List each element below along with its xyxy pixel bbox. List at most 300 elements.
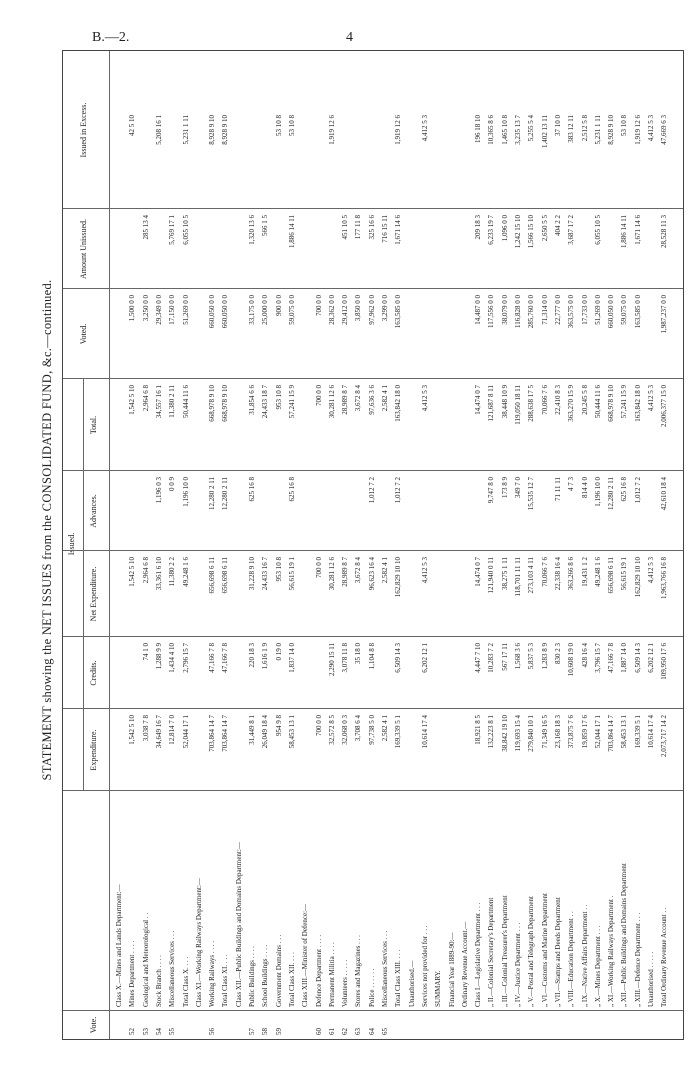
row-description: „ V.—Postal and Telegraph Department [527, 896, 536, 1007]
net-expenditure-header: Net Expenditure. [89, 566, 98, 622]
amount-cell: 1,104 8 8 [367, 643, 376, 670]
vote-number: 54 [154, 1028, 163, 1035]
amount-cell: 660,050 0 0 [607, 295, 616, 329]
row-description: Permanent Militia . . . . [327, 942, 336, 1007]
amount-cell: 700 0 0 [314, 557, 323, 578]
statement-table [62, 50, 684, 1040]
amount-cell: 220 18 3 [248, 643, 256, 668]
credits-header: Credits. [89, 660, 98, 686]
amount-cell: 116,828 0 0 [514, 295, 522, 328]
row-description: Total Class X. . . . [181, 956, 190, 1007]
amount-cell: 363,270 15 9 [567, 385, 576, 422]
amount-cell: 451 10 5 [341, 215, 350, 240]
amount-cell: 22,410 8 3 [553, 385, 562, 415]
amount-cell: 18,921 8 5 [474, 715, 483, 745]
amount-cell: 1,012 7 2 [633, 477, 642, 504]
amount-cell: 6,055 10 5 [593, 215, 602, 245]
amount-unissued-header: Amount Unissued. [79, 219, 88, 279]
issued-in-excess-header: Issued in Excess. [79, 102, 88, 158]
amount-cell: 668,978 9 10 [221, 385, 230, 422]
amount-cell: 3,299 0 0 [381, 295, 389, 322]
amount-cell: 703,864 14 7 [607, 715, 616, 752]
amount-cell: 1,320 13 6 [248, 215, 256, 245]
amount-cell: 118,701 11 11 [514, 557, 522, 597]
row-description: „ III.—Colonial Treasurer's Department [500, 895, 509, 1007]
amount-cell: 121,687 8 11 [487, 385, 496, 422]
amount-cell: 4,412 5 3 [647, 385, 655, 412]
amount-cell: 15,535 12 7 [527, 477, 536, 511]
row-description: Class I.—Legislative Department . . . [474, 902, 483, 1007]
amount-cell: 4,412 5 3 [647, 557, 655, 584]
row-description: Unauthorised.— [407, 960, 416, 1007]
amount-cell: 19,431 1 2 [580, 557, 589, 587]
amount-cell: 26,049 18 4 [261, 715, 270, 749]
amount-cell: 373,875 7 6 [567, 715, 576, 749]
amount-cell: 70,066 7 6 [540, 557, 549, 587]
amount-cell: 29,412 0 0 [341, 295, 350, 325]
vote-number: 65 [381, 1028, 389, 1035]
amount-cell: 1,837 14 0 [287, 643, 296, 673]
row-description: School Buildings . . . . [261, 944, 270, 1007]
amount-cell: 1,402 13 11 [540, 115, 549, 148]
amount-cell: 953 10 8 [274, 385, 283, 410]
row-description: Total Class XII. . . . [287, 952, 296, 1007]
amount-cell: 1,196 0 3 [154, 477, 163, 504]
row-description: Total Ordinary Revenue Account . . [660, 907, 669, 1007]
amount-cell: 4,412 5 3 [647, 115, 655, 142]
amount-cell: 10,614 17 4 [647, 715, 655, 749]
amount-cell: 169,339 5 1 [633, 715, 642, 749]
amount-cell: 6,233 19 7 [487, 215, 496, 245]
amount-cell: 38,842 19 10 [500, 715, 509, 752]
amount-cell: 11,380 2 2 [168, 557, 177, 587]
rotated-table-page [40, 50, 690, 1040]
amount-cell: 42,610 18 4 [660, 477, 669, 511]
amount-cell: 1,465 10 8 [500, 115, 509, 145]
amount-cell: 12,280 2 11 [208, 477, 217, 510]
amount-cell: 50,444 11 6 [181, 385, 190, 418]
amount-cell: 1,568 3 6 [514, 643, 522, 670]
amount-cell: 1,500 0 0 [128, 295, 137, 322]
row-description: Geological and Meteorological . . [141, 912, 150, 1007]
amount-cell: 22,777 0 0 [553, 295, 562, 325]
amount-cell: 656,698 6 11 [208, 557, 217, 594]
amount-cell: 1,887 14 0 [620, 643, 629, 673]
amount-cell: 23,168 18 3 [553, 715, 562, 749]
amount-cell: 625 16 8 [248, 477, 256, 502]
amount-cell: 97,962 0 0 [367, 295, 376, 325]
row-description: Services not provided for . . . [420, 925, 429, 1007]
amount-cell: 121,940 0 11 [487, 557, 496, 594]
amount-cell: 1,919 12 6 [327, 115, 336, 145]
amount-cell: 119,693 15 4 [514, 715, 522, 752]
amount-cell: 31,854 6 6 [248, 385, 256, 415]
amount-cell: 5,837 5 3 [527, 643, 536, 670]
amount-cell: 3,850 0 0 [354, 295, 363, 322]
row-description: „ XII.—Public Buildings and Domains Department [620, 863, 629, 1007]
amount-cell: 14,474 0 7 [474, 385, 483, 415]
amount-cell: 109,950 17 6 [660, 643, 669, 680]
amount-cell: 2,290 15 11 [327, 643, 336, 676]
amount-cell: 3,038 7 8 [141, 715, 150, 742]
amount-cell: 5,769 17 1 [168, 215, 177, 245]
vote-number: 59 [274, 1028, 283, 1035]
row-description: Miscellaneous Services . . . [168, 930, 177, 1007]
amount-cell: 97,636 3 6 [367, 385, 376, 415]
amount-cell: 2,512 5 8 [580, 115, 589, 142]
row-description: „ VI.—Customs and Marine Department [540, 893, 549, 1007]
amount-cell: 47,166 7 8 [221, 643, 230, 673]
amount-cell: 50,444 11 6 [593, 385, 602, 418]
row-description: Government Domains . . . [274, 934, 283, 1007]
amount-cell: 34,557 16 1 [154, 385, 163, 419]
amount-cell: 4,447 7 10 [474, 643, 483, 673]
row-description: Stock Branch . . . . [154, 955, 163, 1007]
amount-cell: 119,050 18 11 [514, 385, 522, 425]
advances-header: Advances. [89, 494, 98, 528]
amount-cell: 6,202 12 1 [420, 643, 429, 673]
amount-cell: 383 12 11 [567, 115, 576, 143]
row-description: „ IV.—Justice Department . . . [514, 922, 522, 1007]
vote-number: 57 [248, 1028, 256, 1035]
amount-cell: 58,453 13 1 [287, 715, 296, 749]
total-header: Total. [89, 415, 98, 435]
amount-cell: 10,614 17 4 [420, 715, 429, 749]
amount-cell: 1,987,237 0 0 [660, 295, 669, 334]
amount-cell: 6,055 10 5 [181, 215, 190, 245]
amount-cell: 6,202 12 1 [647, 643, 655, 673]
amount-cell: 59,075 0 0 [287, 295, 296, 325]
amount-cell: 1,012 7 2 [367, 477, 376, 504]
row-description: Mines Department . . . . [128, 940, 137, 1007]
amount-cell: 1,671 14 6 [633, 215, 642, 245]
amount-cell: 1,096 0 0 [500, 215, 509, 242]
amount-cell: 2,006,377 15 0 [660, 385, 669, 427]
amount-cell: 2,582 4 1 [381, 385, 389, 412]
amount-cell: 288,638 17 5 [527, 385, 536, 422]
amount-cell: 830 2 3 [553, 643, 562, 664]
amount-cell: 4,412 5 3 [420, 557, 429, 584]
amount-cell: 57,241 15 9 [287, 385, 296, 419]
amount-cell: 0 0 9 [168, 477, 177, 491]
issued-header: Issued. [67, 532, 76, 556]
amount-cell: 1,434 4 10 [168, 643, 177, 673]
amount-cell: 11,380 2 11 [168, 385, 177, 418]
amount-cell: 8,928 9 10 [607, 115, 616, 145]
amount-cell: 656,698 6 11 [607, 557, 616, 594]
amount-cell: 273,103 4 11 [527, 557, 536, 594]
amount-cell: 10,283 7 2 [487, 643, 496, 673]
amount-cell: 56,615 19 1 [287, 557, 296, 591]
amount-cell: 3,672 8 4 [354, 385, 363, 412]
amount-cell: 625 16 8 [287, 477, 296, 502]
amount-cell: 14,487 0 0 [474, 295, 483, 325]
row-description: Working Railways . . . . [208, 940, 217, 1007]
row-description: „ X.—Mines Department . . . [593, 925, 602, 1007]
amount-cell: 59,075 0 0 [620, 295, 629, 325]
amount-cell: 163,842 18 0 [633, 385, 642, 422]
amount-cell: 71,349 16 5 [540, 715, 549, 749]
vote-number: 58 [261, 1028, 270, 1035]
amount-cell: 163,842 18 0 [394, 385, 403, 422]
amount-cell: 1,283 8 9 [540, 643, 549, 670]
amount-cell: 625 16 8 [620, 477, 629, 502]
amount-cell: 1,886 14 11 [287, 215, 296, 248]
amount-cell: 1,566 15 10 [527, 215, 536, 249]
amount-cell: 656,698 6 11 [221, 557, 230, 594]
amount-cell: 1,196 10 0 [181, 477, 190, 507]
row-description: Stores and Magazines . . . [354, 935, 363, 1007]
row-description: Volunteers . . . . . [341, 959, 350, 1007]
amount-cell: 47,166 7 8 [607, 643, 616, 673]
amount-cell: 32,572 8 5 [327, 715, 336, 745]
amount-cell: 132,223 8 1 [487, 715, 496, 749]
amount-cell: 953 10 8 [274, 557, 283, 582]
amount-cell: 1,196 10 0 [593, 477, 602, 507]
amount-cell: 28,989 8 7 [341, 557, 350, 587]
amount-cell: 700 0 0 [314, 385, 323, 406]
amount-cell: 42 5 10 [128, 115, 137, 136]
amount-cell: 814 4 0 [580, 477, 589, 498]
amount-cell: 285 13 4 [141, 215, 150, 240]
amount-cell: 900 0 0 [274, 295, 283, 316]
amount-cell: 3,078 11 8 [341, 643, 350, 673]
amount-cell: 74 1 0 [141, 643, 150, 661]
amount-cell: 38,079 0 0 [500, 295, 509, 325]
amount-cell: 566 1 5 [261, 215, 270, 236]
amount-cell: 363,575 0 0 [567, 295, 576, 329]
vote-number: 53 [141, 1028, 150, 1035]
row-description: Miscellaneous Services . . . [381, 930, 389, 1007]
amount-cell: 177 11 8 [354, 215, 363, 240]
amount-cell: 56,615 19 1 [620, 557, 629, 591]
row-description: Total Class XI. . . . [221, 954, 230, 1007]
amount-cell: 1,919 12 6 [633, 115, 642, 145]
amount-cell: 52,044 17 1 [181, 715, 190, 749]
amount-cell: 33,361 6 10 [154, 557, 163, 591]
amount-cell: 1,012 7 2 [394, 477, 403, 504]
row-description: „ XI.—Working Railways Department . [607, 895, 616, 1007]
row-description: Class X.—Mines and Lands Department:— [115, 884, 123, 1007]
amount-cell: 4,412 5 3 [420, 385, 429, 412]
amount-cell: 2,796 15 7 [181, 643, 190, 673]
amount-cell: 1,242 15 10 [514, 215, 522, 249]
amount-cell: 162,829 10 10 [633, 557, 642, 598]
amount-cell: 52,044 17 1 [593, 715, 602, 749]
amount-cell: 49,248 1 6 [181, 557, 190, 587]
amount-cell: 716 15 11 [381, 215, 389, 243]
amount-cell: 700 0 0 [314, 715, 323, 736]
vote-number: 61 [327, 1028, 336, 1035]
amount-cell: 1,963,766 16 8 [660, 557, 669, 599]
row-description: SUMMARY. [434, 970, 443, 1007]
amount-cell: 6,509 14 3 [633, 643, 642, 673]
amount-cell: 24,433 16 7 [261, 557, 270, 591]
row-description: Total Class XIII. . . . [394, 949, 403, 1007]
amount-cell: 6,509 14 3 [394, 643, 403, 673]
row-description: „ VII.—Stamps and Deeds Department [553, 897, 562, 1007]
amount-cell: 163,585 0 0 [633, 295, 642, 329]
amount-cell: 363,266 8 6 [567, 557, 576, 591]
row-description: Class XIII.—Minister of Defence:— [301, 903, 310, 1007]
amount-cell: 1,919 12 6 [394, 115, 403, 145]
amount-cell: 5,208 16 1 [154, 115, 163, 145]
amount-cell: 31,228 9 10 [248, 557, 256, 591]
amount-cell: 51,269 0 0 [593, 295, 602, 325]
statement-title: STATEMENT showing the NET ISSUES from the CONSOLIDATED FUND, &c.—continued. [40, 279, 54, 781]
amount-cell: 47,166 7 8 [208, 643, 217, 673]
amount-cell: 5,255 5 4 [527, 115, 536, 142]
amount-cell: 31,449 8 1 [248, 715, 256, 745]
amount-cell: 325 16 6 [367, 215, 376, 240]
amount-cell: 3,250 0 0 [141, 295, 150, 322]
amount-cell: 2,964 6 8 [141, 385, 150, 412]
voted-header: Voted. [79, 323, 88, 345]
vote-number: 60 [314, 1028, 323, 1035]
amount-cell: 1,542 5 10 [128, 385, 137, 415]
amount-cell: 28,528 11 3 [660, 215, 669, 248]
amount-cell: 700 0 0 [314, 295, 323, 316]
amount-cell: 1,288 9 9 [154, 643, 163, 670]
amount-cell: 37 10 0 [553, 115, 562, 136]
amount-cell: 38,448 10 9 [500, 385, 509, 419]
amount-cell: 97,738 5 0 [367, 715, 376, 745]
amount-cell: 30,281 12 6 [327, 557, 336, 591]
amount-cell: 28,989 8 7 [341, 385, 350, 415]
row-description: „ XIII.—Defence Department . . . [633, 912, 642, 1007]
amount-cell: 30,281 12 6 [327, 385, 336, 419]
amount-cell: 2,964 6 8 [141, 557, 150, 584]
vote-header: Vote. [89, 1016, 98, 1034]
amount-cell: 660,050 0 0 [221, 295, 230, 329]
vote-number: 62 [341, 1028, 350, 1035]
row-description: Police . . . . . . [367, 968, 376, 1007]
amount-cell: 9,747 8 0 [487, 477, 496, 504]
page-number: 4 [346, 30, 353, 45]
amount-cell: 20,245 5 8 [580, 385, 589, 415]
amount-cell: 668,978 9 10 [607, 385, 616, 422]
amount-cell: 10,365 8 6 [487, 115, 496, 145]
vote-number: 55 [168, 1028, 177, 1035]
amount-cell: 2,073,717 14 2 [660, 715, 669, 757]
row-description: Public Buildings . . . . [248, 946, 256, 1007]
amount-cell: 5,231 1 11 [181, 115, 190, 145]
vote-number: 63 [354, 1028, 363, 1035]
amount-cell: 28,362 0 0 [327, 295, 336, 325]
row-description: Defence Department . . . . [314, 934, 323, 1007]
amount-cell: 567 17 11 [500, 643, 509, 671]
amount-cell: 25,000 0 0 [261, 295, 270, 325]
amount-cell: 668,978 9 10 [208, 385, 217, 422]
amount-cell: 1,542 5 10 [128, 715, 137, 745]
vote-number: 64 [367, 1028, 376, 1035]
amount-cell: 70,066 7 6 [540, 385, 549, 415]
amount-cell: 349 7 0 [514, 477, 522, 498]
amount-cell: 17,150 0 0 [168, 295, 177, 325]
amount-cell: 24,433 18 7 [261, 385, 270, 419]
row-description: „ IX.—Native Affairs Department . . [580, 904, 589, 1007]
amount-cell: 58,453 13 1 [620, 715, 629, 749]
amount-cell: 3,796 15 7 [593, 643, 602, 673]
row-description: Ordinary Revenue Account.— [460, 921, 469, 1007]
amount-cell: 53 10 8 [274, 115, 283, 136]
header-divider [83, 379, 84, 791]
amount-cell: 4,412 5 3 [420, 115, 429, 142]
amount-cell: 404 2 2 [553, 215, 562, 236]
amount-cell: 49,248 1 6 [593, 557, 602, 587]
amount-cell: 57,241 15 9 [620, 385, 629, 419]
amount-cell: 1,886 14 11 [620, 215, 629, 248]
amount-cell: 12,280 2 11 [607, 477, 616, 510]
amount-cell: 4 7 3 [567, 477, 576, 491]
amount-cell: 53 10 8 [620, 115, 629, 136]
amount-cell: 209 18 3 [474, 215, 483, 240]
amount-cell: 1,542 5 10 [128, 557, 137, 587]
amount-cell: 2,650 5 5 [540, 215, 549, 242]
row-description: Financial Year 1889-90:— [447, 932, 456, 1007]
amount-cell: 12,814 7 0 [168, 715, 177, 745]
amount-cell: 2,582 4 1 [381, 557, 389, 584]
row-description: Class XII.—Public Buildings and Domains Department:— [234, 842, 243, 1007]
amount-cell: 96,623 16 4 [367, 557, 376, 591]
vote-number: 52 [128, 1028, 137, 1035]
amount-cell: 0 19 0 [274, 643, 283, 661]
amount-cell: 703,864 14 7 [208, 715, 217, 752]
amount-cell: 12,280 2 11 [221, 477, 230, 510]
row-description: Class XI.—Working Railways Department:— [194, 878, 203, 1007]
amount-cell: 51,269 0 0 [181, 295, 190, 325]
amount-cell: 3,687 17 2 [567, 215, 576, 245]
amount-cell: 34,649 16 7 [154, 715, 163, 749]
amount-cell: 17,733 0 0 [580, 295, 589, 325]
amount-cell: 3,672 8 4 [354, 557, 363, 584]
amount-cell: 703,864 14 7 [221, 715, 230, 752]
amount-cell: 71 11 11 [553, 477, 562, 501]
amount-cell: 8,928 9 10 [208, 115, 217, 145]
amount-cell: 660,050 0 0 [208, 295, 217, 329]
amount-cell: 35 18 0 [354, 643, 363, 664]
page-reference: B.—2. [92, 30, 130, 45]
amount-cell: 428 16 4 [580, 643, 589, 668]
amount-cell: 22,338 16 4 [553, 557, 562, 591]
row-description: Unauthorised . . . . . [647, 951, 655, 1007]
amount-cell: 1,671 14 6 [394, 215, 403, 245]
amount-cell: 196 18 10 [474, 115, 483, 143]
vote-number: 56 [208, 1028, 217, 1035]
amount-cell: 3,708 6 4 [354, 715, 363, 742]
amount-cell: 19,859 17 6 [580, 715, 589, 749]
amount-cell: 1,616 1 9 [261, 643, 270, 670]
amount-cell: 163,585 0 0 [394, 295, 403, 329]
amount-cell: 117,556 0 0 [487, 295, 496, 328]
row-description: „ II.—Colonial Secretary's Department [487, 897, 496, 1007]
amount-cell: 279,840 10 1 [527, 715, 536, 752]
column-divider [63, 1010, 683, 1011]
amount-cell: 285,760 0 0 [527, 295, 536, 329]
amount-cell: 169,339 5 1 [394, 715, 403, 749]
amount-cell: 162,829 10 10 [394, 557, 403, 598]
amount-cell: 3,235 13 7 [514, 115, 522, 145]
expenditure-header: Expenditure. [89, 729, 98, 771]
amount-cell: 71,314 0 0 [540, 295, 549, 325]
amount-cell: 10,608 19 0 [567, 643, 576, 677]
amount-cell: 47,669 6 3 [660, 115, 669, 145]
amount-cell: 53 10 8 [287, 115, 296, 136]
amount-cell: 14,474 0 7 [474, 557, 483, 587]
amount-cell: 33,175 0 0 [248, 295, 256, 325]
row-description: „ VIII.—Education Department . . [567, 911, 576, 1007]
amount-cell: 954 9 8 [274, 715, 283, 736]
